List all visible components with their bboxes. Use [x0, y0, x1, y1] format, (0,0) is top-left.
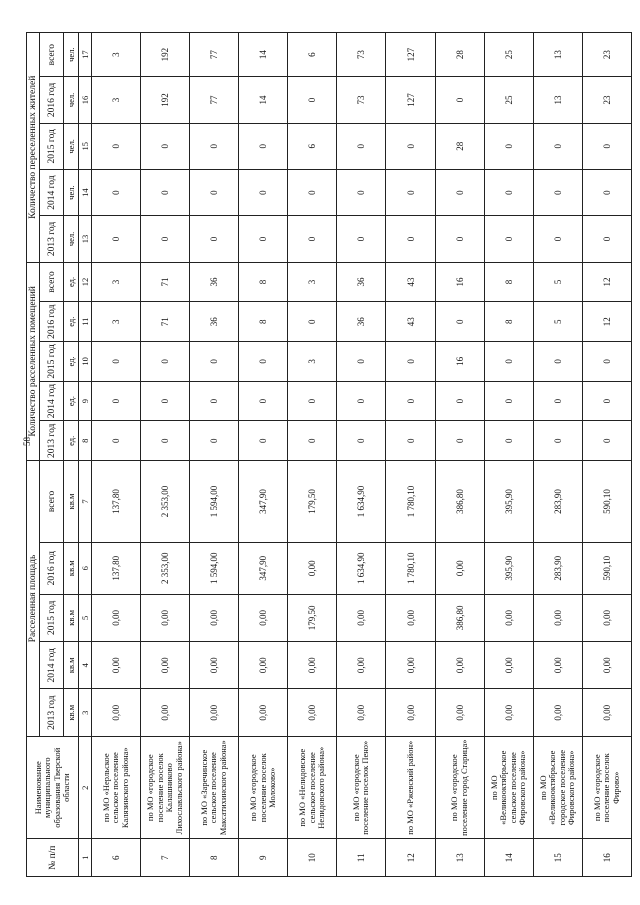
unit-area: кв.м [64, 689, 79, 736]
rooms-2015: 0 [337, 342, 386, 382]
area-2013: 0,00 [435, 689, 484, 736]
people-2014: 0 [141, 169, 190, 215]
rooms-2013: 0 [386, 421, 435, 461]
people-total: 192 [141, 33, 190, 77]
municipality-name: по МО «городское поселение поселок Фирово» [582, 736, 631, 839]
people-2016: 127 [386, 77, 435, 123]
rooms-2015: 0 [582, 342, 631, 382]
people-2014: 0 [386, 169, 435, 215]
rooms-2015: 0 [239, 342, 288, 382]
area-2013: 0,00 [141, 689, 190, 736]
municipality-name: по МО «Великооктябрьское сельское поселение Фировского района» [484, 736, 533, 839]
people-2014: 0 [288, 169, 337, 215]
column-index: 10 [79, 342, 92, 382]
rooms-2016: 43 [386, 302, 435, 342]
rooms-2015: 3 [288, 342, 337, 382]
area-2015: 0,00 [337, 594, 386, 641]
people-total: 6 [288, 33, 337, 77]
rooms-total: 36 [337, 262, 386, 302]
header-rooms-2015: 2015 год [40, 342, 64, 382]
rooms-total: 3 [92, 262, 141, 302]
people-2015: 0 [484, 123, 533, 169]
people-2014: 0 [239, 169, 288, 215]
header-rooms-total: всего [40, 262, 64, 302]
rooms-2016: 12 [582, 302, 631, 342]
area-2015: 386,80 [435, 594, 484, 641]
people-2013: 0 [386, 216, 435, 262]
municipality-name: по МО «Великооктябрьское городское поселение Фировского района» [533, 736, 582, 839]
area-2014: 0,00 [582, 642, 631, 689]
people-2014: 0 [533, 169, 582, 215]
area-total: 347,90 [239, 461, 288, 543]
municipality-name: по МО «Ржевский район» [386, 736, 435, 839]
rooms-total: 8 [239, 262, 288, 302]
unit-rooms: ед. [64, 262, 79, 302]
people-total: 77 [190, 33, 239, 77]
people-2013: 0 [190, 216, 239, 262]
people-2016: 13 [533, 77, 582, 123]
rooms-2016: 3 [92, 302, 141, 342]
area-2013: 0,00 [190, 689, 239, 736]
table-row [92, 33, 141, 877]
people-2016: 23 [582, 77, 631, 123]
municipality-name: по МО «Заречинское сельское поселение Максатихинского района» [190, 736, 239, 839]
area-2014: 0,00 [190, 642, 239, 689]
header-people-2015: 2015 год [40, 123, 64, 169]
rooms-total: 36 [190, 262, 239, 302]
area-total: 590,10 [582, 461, 631, 543]
row-number: 15 [533, 839, 582, 877]
rooms-2014: 0 [533, 381, 582, 421]
column-index: 14 [79, 169, 92, 215]
municipality-name: по МО «городское поселение поселок Молоково» [239, 736, 288, 839]
rooms-2014: 0 [141, 381, 190, 421]
people-2015: 28 [435, 123, 484, 169]
area-total: 395,90 [484, 461, 533, 543]
table-row [190, 33, 239, 877]
row-number: 12 [386, 839, 435, 877]
area-2014: 0,00 [484, 642, 533, 689]
header-area-group: Расселенная площадь [27, 461, 40, 737]
people-total: 25 [484, 33, 533, 77]
rooms-2015: 0 [533, 342, 582, 382]
table-row [288, 33, 337, 877]
unit-area: кв.м [64, 594, 79, 641]
rooms-2014: 0 [239, 381, 288, 421]
area-total: 283,90 [533, 461, 582, 543]
area-2014: 0,00 [288, 642, 337, 689]
people-2014: 0 [337, 169, 386, 215]
area-2015: 0,00 [190, 594, 239, 641]
rotated-page [26, 32, 632, 877]
header-area-2015: 2015 год [40, 594, 64, 641]
people-2013: 0 [92, 216, 141, 262]
unit-people: чел. [64, 216, 79, 262]
area-2013: 0,00 [337, 689, 386, 736]
area-total: 2 353,00 [141, 461, 190, 543]
area-2013: 0,00 [92, 689, 141, 736]
area-2016: 2 353,00 [141, 542, 190, 594]
area-2013: 0,00 [533, 689, 582, 736]
people-total: 28 [435, 33, 484, 77]
people-2014: 0 [92, 169, 141, 215]
rooms-2014: 0 [435, 381, 484, 421]
people-2016: 77 [190, 77, 239, 123]
people-2013: 0 [435, 216, 484, 262]
unit-people: чел. [64, 77, 79, 123]
people-2014: 0 [190, 169, 239, 215]
area-2016: 1 634,90 [337, 542, 386, 594]
area-2014: 0,00 [533, 642, 582, 689]
unit-people: чел. [64, 169, 79, 215]
rooms-2013: 0 [141, 421, 190, 461]
row-number: 13 [435, 839, 484, 877]
rooms-total: 71 [141, 262, 190, 302]
unit-area: кв.м [64, 642, 79, 689]
table-row [533, 33, 582, 877]
people-2015: 0 [337, 123, 386, 169]
people-2016: 25 [484, 77, 533, 123]
rooms-2013: 0 [582, 421, 631, 461]
people-total: 73 [337, 33, 386, 77]
unit-rooms: ед. [64, 342, 79, 382]
unit-rooms: ед. [64, 421, 79, 461]
area-2016: 347,90 [239, 542, 288, 594]
rooms-2015: 0 [92, 342, 141, 382]
column-index: 9 [79, 381, 92, 421]
people-2016: 0 [435, 77, 484, 123]
header-people-total: всего [40, 33, 64, 77]
people-2013: 0 [484, 216, 533, 262]
column-index: 7 [79, 461, 92, 543]
row-number: 16 [582, 839, 631, 877]
area-2015: 0,00 [386, 594, 435, 641]
header-people-2013: 2013 год [40, 216, 64, 262]
rooms-total: 12 [582, 262, 631, 302]
area-2013: 0,00 [239, 689, 288, 736]
rooms-2016: 5 [533, 302, 582, 342]
people-2015: 0 [582, 123, 631, 169]
area-2014: 0,00 [141, 642, 190, 689]
table-row [386, 33, 435, 877]
header-rooms-2016: 2016 год [40, 302, 64, 342]
rooms-total: 3 [288, 262, 337, 302]
area-2013: 0,00 [386, 689, 435, 736]
rooms-total: 43 [386, 262, 435, 302]
municipality-name: по МО «городское поселение город Старица» [435, 736, 484, 839]
column-index-row [79, 33, 92, 877]
area-2016: 590,10 [582, 542, 631, 594]
header-area-2016: 2016 год [40, 542, 64, 594]
unit-area: кв.м [64, 542, 79, 594]
people-2014: 0 [484, 169, 533, 215]
rooms-2016: 8 [484, 302, 533, 342]
column-index: 17 [79, 33, 92, 77]
table-body [92, 33, 632, 877]
area-2015: 0,00 [141, 594, 190, 641]
rooms-2013: 0 [288, 421, 337, 461]
area-total: 386,80 [435, 461, 484, 543]
people-2014: 0 [435, 169, 484, 215]
rooms-2014: 0 [92, 381, 141, 421]
area-2015: 0,00 [582, 594, 631, 641]
rooms-2015: 0 [386, 342, 435, 382]
rooms-2013: 0 [435, 421, 484, 461]
people-2014: 0 [582, 169, 631, 215]
unit-rooms: ед. [64, 302, 79, 342]
table-row [239, 33, 288, 877]
municipality-name: по МО «городское поселение поселок Калашниково Лихославльского района» [141, 736, 190, 839]
column-index: 4 [79, 642, 92, 689]
rooms-total: 5 [533, 262, 582, 302]
row-number: 11 [337, 839, 386, 877]
area-2015: 0,00 [484, 594, 533, 641]
people-total: 127 [386, 33, 435, 77]
area-total: 1 634,90 [337, 461, 386, 543]
people-2016: 14 [239, 77, 288, 123]
area-total: 179,50 [288, 461, 337, 543]
people-2015: 6 [288, 123, 337, 169]
unit-area: кв.м [64, 461, 79, 543]
area-total: 1 594,00 [190, 461, 239, 543]
table-row [582, 33, 631, 877]
header-area-2014: 2014 год [40, 642, 64, 689]
area-2013: 0,00 [484, 689, 533, 736]
rooms-2015: 0 [484, 342, 533, 382]
row-number: 9 [239, 839, 288, 877]
unit-people: чел. [64, 33, 79, 77]
rooms-2013: 0 [533, 421, 582, 461]
people-2013: 0 [533, 216, 582, 262]
header-rooms-2014: 2014 год [40, 381, 64, 421]
area-2015: 0,00 [92, 594, 141, 641]
table-row [484, 33, 533, 877]
header-num: № п/п [27, 839, 79, 877]
column-index: 13 [79, 216, 92, 262]
people-2016: 192 [141, 77, 190, 123]
rooms-2016: 36 [337, 302, 386, 342]
people-2015: 0 [190, 123, 239, 169]
column-index: 15 [79, 123, 92, 169]
people-2015: 0 [141, 123, 190, 169]
header-rooms-2013: 2013 год [40, 421, 64, 461]
rooms-2014: 0 [386, 381, 435, 421]
page-number: 58 [22, 437, 32, 446]
rooms-2013: 0 [484, 421, 533, 461]
header-people-2016: 2016 год [40, 77, 64, 123]
resettlement-table [26, 32, 632, 877]
row-number: 10 [288, 839, 337, 877]
column-index: 16 [79, 77, 92, 123]
rooms-2013: 0 [190, 421, 239, 461]
area-2016: 395,90 [484, 542, 533, 594]
rooms-2014: 0 [190, 381, 239, 421]
area-2015: 179,50 [288, 594, 337, 641]
rooms-total: 16 [435, 262, 484, 302]
rooms-2015: 16 [435, 342, 484, 382]
table-row [141, 33, 190, 877]
area-2014: 0,00 [92, 642, 141, 689]
header-people-group: Количество переселенных жителей [27, 33, 40, 263]
header-area-2013: 2013 год [40, 689, 64, 736]
rooms-2016: 0 [435, 302, 484, 342]
people-2015: 0 [92, 123, 141, 169]
header-name: Наименование муниципального образования Тверской области [27, 736, 79, 839]
people-2015: 0 [386, 123, 435, 169]
row-number: 6 [92, 839, 141, 877]
rooms-2016: 8 [239, 302, 288, 342]
people-2013: 0 [288, 216, 337, 262]
column-index: 2 [79, 736, 92, 839]
area-2014: 0,00 [386, 642, 435, 689]
row-number: 8 [190, 839, 239, 877]
column-index: 8 [79, 421, 92, 461]
rooms-2013: 0 [92, 421, 141, 461]
area-2015: 0,00 [533, 594, 582, 641]
row-number: 14 [484, 839, 533, 877]
unit-people: чел. [64, 123, 79, 169]
people-2016: 0 [288, 77, 337, 123]
column-index: 1 [79, 839, 92, 877]
rooms-2016: 71 [141, 302, 190, 342]
header-area-total: всего [40, 461, 64, 543]
area-2013: 0,00 [582, 689, 631, 736]
column-index: 3 [79, 689, 92, 736]
column-index: 11 [79, 302, 92, 342]
area-2016: 0,00 [435, 542, 484, 594]
people-2016: 3 [92, 77, 141, 123]
header-rooms-group: Количество расселенных помещений [27, 262, 40, 461]
column-index: 12 [79, 262, 92, 302]
row-number: 7 [141, 839, 190, 877]
people-2015: 0 [239, 123, 288, 169]
area-2014: 0,00 [337, 642, 386, 689]
rooms-2014: 0 [484, 381, 533, 421]
people-total: 23 [582, 33, 631, 77]
rooms-total: 8 [484, 262, 533, 302]
people-total: 14 [239, 33, 288, 77]
table-row [435, 33, 484, 877]
people-2015: 0 [533, 123, 582, 169]
people-2013: 0 [141, 216, 190, 262]
people-2013: 0 [582, 216, 631, 262]
area-total: 1 780,10 [386, 461, 435, 543]
rooms-2016: 36 [190, 302, 239, 342]
area-2016: 1 780,10 [386, 542, 435, 594]
area-2013: 0,00 [288, 689, 337, 736]
rooms-2016: 0 [288, 302, 337, 342]
people-2013: 0 [239, 216, 288, 262]
area-2016: 137,80 [92, 542, 141, 594]
people-2013: 0 [337, 216, 386, 262]
area-2014: 0,00 [435, 642, 484, 689]
rooms-2014: 0 [288, 381, 337, 421]
rooms-2013: 0 [239, 421, 288, 461]
area-2016: 1 594,00 [190, 542, 239, 594]
people-total: 13 [533, 33, 582, 77]
area-total: 137,80 [92, 461, 141, 543]
people-total: 3 [92, 33, 141, 77]
table-row [337, 33, 386, 877]
rooms-2015: 0 [190, 342, 239, 382]
rooms-2015: 0 [141, 342, 190, 382]
municipality-name: по МО «Нелидовское сельское поселение Нелидовского района» [288, 736, 337, 839]
municipality-name: по МО «городское поселение поселок Пено» [337, 736, 386, 839]
rooms-2013: 0 [337, 421, 386, 461]
rooms-2014: 0 [337, 381, 386, 421]
rooms-2014: 0 [582, 381, 631, 421]
header-people-2014: 2014 год [40, 169, 64, 215]
area-2014: 0,00 [239, 642, 288, 689]
people-2016: 73 [337, 77, 386, 123]
unit-rooms: ед. [64, 381, 79, 421]
municipality-name: по МО «Нерльское сельское поселение Калязинского района» [92, 736, 141, 839]
area-2015: 0,00 [239, 594, 288, 641]
area-2016: 283,90 [533, 542, 582, 594]
column-index: 5 [79, 594, 92, 641]
column-index: 6 [79, 542, 92, 594]
area-2016: 0,00 [288, 542, 337, 594]
